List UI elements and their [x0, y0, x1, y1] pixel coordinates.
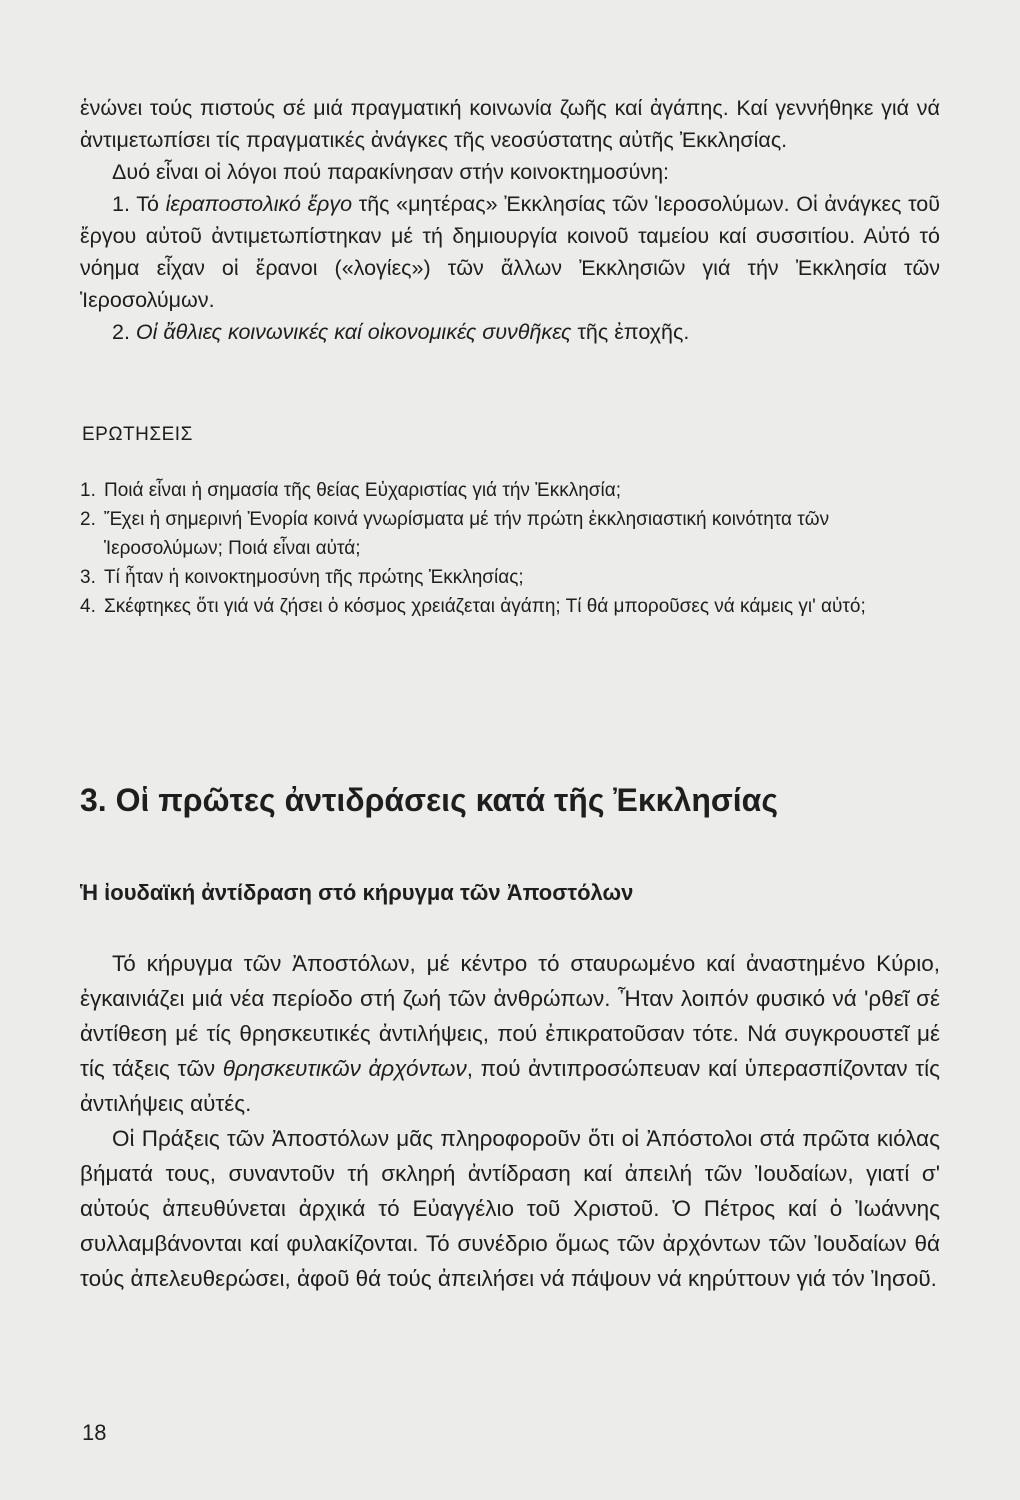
intro-text	[80, 92, 940, 348]
question-number: 3.	[80, 567, 96, 588]
text-run: Τό κήρυγμα τῶν Ἀποστόλων, μέ κέντρο τό σταυρωμένο καί ἀναστημένο Κύριο, ἐγκαινιάζει μιά νέα περίοδο στή ζωή τῶν ἀνθρώπων. Ἦταν λοιπόν φυσικό νά 'ρθεῖ σέ ἀντίθεση μέ τίς θρησκευτικές ἀντιλήψεις, πού ἐπικρατοῦσαν τότε. Νά συγκρουστεῖ μέ τίς τάξεις τῶν	[80, 951, 940, 1081]
text-run: ἑνώνει τούς πιστούς σέ μιά πραγματική κοινωνία ζωῆς καί ἀγάπης. Καί γεννήθηκε γιά νά ἀντιμετωπίσει τίς πραγματικές ἀνάγκες τῆς νεοσύστατης αὐτῆς Ἐκκλησίας.	[80, 96, 940, 152]
body-paragraph	[80, 946, 940, 1121]
question-number: 2.	[80, 509, 96, 530]
intro-paragraph	[80, 92, 940, 156]
question-item	[80, 592, 940, 621]
italic-phrase: θρησκευτικῶν ἀρχόντων	[222, 1056, 467, 1081]
questions-list	[80, 476, 940, 621]
question-text: Σκέφτηκες ὅτι γιά νά ζήσει ὁ κόσμος χρειάζεται ἀγάπη; Τί θά μποροῦσες νά κάμεις γι' αὐτό;	[104, 596, 866, 617]
intro-paragraph	[80, 156, 940, 188]
question-number: 1.	[80, 480, 96, 501]
question-text: Ποιά εἶναι ἡ σημασία τῆς θείας Εὐχαριστίας γιά τήν Ἐκκλησία;	[104, 480, 621, 501]
question-number: 4.	[80, 596, 96, 617]
question-text: Τί ἦταν ἡ κοινοκτημοσύνη τῆς πρώτης Ἐκκλησίας;	[104, 567, 524, 588]
subsection-title: Ἡ ἰουδαϊκή ἀντίδραση στό κήρυγμα τῶν Ἀποστόλων	[80, 880, 634, 905]
italic-phrase: ἱεραποστολικό ἔργο	[165, 192, 353, 216]
section-title: 3. Οἱ πρῶτες ἀντιδράσεις κατά τῆς Ἐκκλησίας	[80, 782, 778, 818]
questions-heading: ΕΡΩΤΗΣΕΙΣ	[82, 424, 193, 445]
question-text: Ἔχει ἡ σημερινή Ἐνορία κοινά γνωρίσματα μέ τήν πρώτη ἐκκλησιαστική κοινότητα τῶν Ἱεροσολύμων; Ποιά εἶναι αὐτά;	[104, 509, 830, 559]
text-run: Δυό εἶναι οἱ λόγοι πού παρακίνησαν στήν κοινοκτημοσύνη:	[112, 160, 670, 184]
question-item	[80, 505, 940, 563]
italic-phrase: Οἱ ἄθλιες κοινωνικές καί οἰκονομικές συνθῆκες	[135, 320, 572, 344]
question-item	[80, 563, 940, 592]
text-run: 1. Τό	[112, 192, 166, 216]
intro-paragraph	[80, 188, 940, 316]
intro-paragraph	[80, 316, 940, 348]
body-paragraph	[80, 1121, 940, 1296]
text-run: Οἱ Πράξεις τῶν Ἀποστόλων μᾶς πληροφοροῦν ὅτι οἱ Ἀπόστολοι στά πρῶτα κιόλας βήματά τους, συναντοῦν τή σκληρή ἀντίδραση καί ἀπειλή τῶν Ἰουδαίων, γιατί σ' αὐτούς ἀπευθύνεται ἀρχικά τό Εὐαγγέλιο τοῦ Χριστοῦ. Ὁ Πέτρος καί ὁ Ἰωάννης συλλαμβάνονται καί φυλακίζονται. Τό συνέδριο ὅμως τῶν ἀρχόντων τῶν Ἰουδαίων θά τούς ἀπελευθερώσει, ἀφοῦ θά τούς ἀπειλήσει νά πάψουν νά κηρύττουν γιά τόν Ἰησοῦ.	[80, 1126, 940, 1291]
page-number: 18	[82, 1420, 107, 1445]
question-item	[80, 476, 940, 505]
text-run: τῆς «μητέρας» Ἐκκλησίας τῶν Ἱεροσολύμων. Οἱ ἀνάγκες τοῦ ἔργου αὐτοῦ ἀντιμετωπίστηκαν μέ τή δημιουργία κοινοῦ ταμείου καί συσσιτίου. Αὐτό τό νόημα εἶχαν οἱ ἔρανοι («λογίες») τῶν ἄλλων Ἐκκλησιῶν γιά τήν Ἐκκλησία τῶν Ἱεροσολύμων.	[80, 192, 941, 312]
text-run: τῆς ἐποχῆς.	[571, 320, 690, 344]
text-run: 2.	[112, 320, 136, 344]
text-run: , πού ἀντιπροσώπευαν καί ὑπερασπίζονταν τίς ἀντιλήψεις αὐτές.	[80, 1056, 940, 1116]
body-text	[80, 946, 940, 1296]
